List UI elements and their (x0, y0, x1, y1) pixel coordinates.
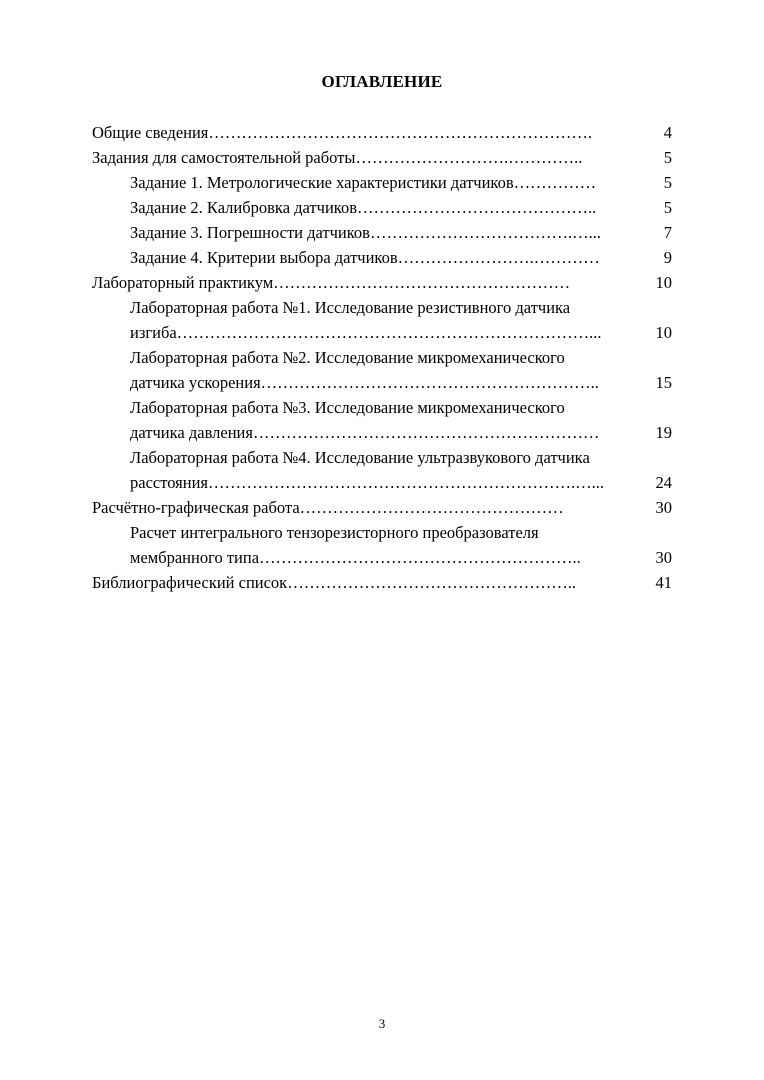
toc-entry-page: 5 (663, 173, 672, 192)
toc-entry-text: Задание 4. Критерии выбора датчиков…………………….………… (130, 248, 600, 267)
toc-entry-text: Лабораторная работа №1. Исследование резистивного датчика (130, 298, 571, 317)
toc-entry-text: Расчётно-графическая работа………………………………………… (92, 498, 564, 517)
toc-entry-text: Задание 1. Метрологические характеристики датчиков…………… (130, 173, 597, 192)
toc-entry[interactable] (92, 270, 672, 296)
toc-entry[interactable] (92, 495, 672, 521)
toc-entry[interactable] (130, 470, 672, 496)
toc-entry[interactable] (130, 395, 672, 421)
toc-entry[interactable] (130, 445, 672, 471)
toc-entry-text: Лабораторная работа №2. Исследование микромеханического (130, 348, 565, 367)
toc-entry-text: изгиба…………………………………………………………………... (130, 323, 602, 342)
toc-entry-text: мембранного типа………………………………………………….. (130, 548, 581, 567)
toc-entry-text: датчика ускорения…………………………………………………….. (130, 373, 599, 392)
toc-entry[interactable] (92, 570, 672, 596)
toc-entry-text: Лабораторная работа №4. Исследование ультразвукового датчика (130, 448, 590, 467)
toc-entry-page: 10 (655, 323, 672, 342)
toc-entry-page: 7 (663, 223, 672, 242)
toc-entry-text: Задание 2. Калибровка датчиков…………………………………….. (130, 198, 597, 217)
toc-entry-text: Расчет интегрального тензорезисторного преобразователя (130, 523, 539, 542)
toc-entry-text: датчика давления……………………………………………………… (130, 423, 600, 442)
toc-entry[interactable] (130, 170, 672, 196)
toc-entry[interactable] (130, 420, 672, 446)
toc-entry-page: 41 (655, 573, 672, 592)
toc-entry-text: расстояния………………………………………………………….…... (130, 473, 604, 492)
toc-entry-text: Задания для самостоятельной работы……………………….………….. (92, 148, 583, 167)
toc-entry[interactable] (130, 520, 672, 546)
toc-entry-page: 9 (663, 248, 672, 267)
toc-entry-page: 24 (655, 473, 672, 492)
toc-entry-page: 5 (663, 198, 672, 217)
toc-entry[interactable] (130, 245, 672, 271)
toc-entry[interactable] (130, 295, 672, 321)
toc-entry-page: 15 (655, 373, 672, 392)
toc-entry[interactable] (92, 120, 672, 146)
toc-entry-page: 30 (655, 548, 672, 567)
toc-title: ОГЛАВЛЕНИЕ (321, 72, 443, 91)
toc-entry-page: 4 (663, 123, 672, 142)
toc-entry-page: 10 (655, 273, 672, 292)
toc-entry[interactable] (130, 320, 672, 346)
toc-entry-page: 19 (655, 423, 672, 442)
toc-entry-text: Библиографический список…………………………………………….. (92, 573, 576, 592)
toc-entry-text: Лабораторный практикум……………………………………………… (92, 273, 571, 292)
toc-entry[interactable] (92, 145, 672, 171)
toc-entry-page: 30 (655, 498, 672, 517)
page-number: 3 (378, 1016, 386, 1031)
toc-entry-text: Общие сведения……………………………………………………………. (92, 123, 593, 142)
toc-entry[interactable] (130, 545, 672, 571)
toc-entry-text: Лабораторная работа №3. Исследование микромеханического (130, 398, 565, 417)
toc-entry-page: 5 (663, 148, 672, 167)
toc-entry[interactable] (130, 195, 672, 221)
toc-entry[interactable] (130, 345, 672, 371)
toc-entry[interactable] (130, 370, 672, 396)
toc-entry-text: Задание 3. Погрешности датчиков……………………………….…... (130, 223, 601, 242)
toc-entry[interactable] (130, 220, 672, 246)
